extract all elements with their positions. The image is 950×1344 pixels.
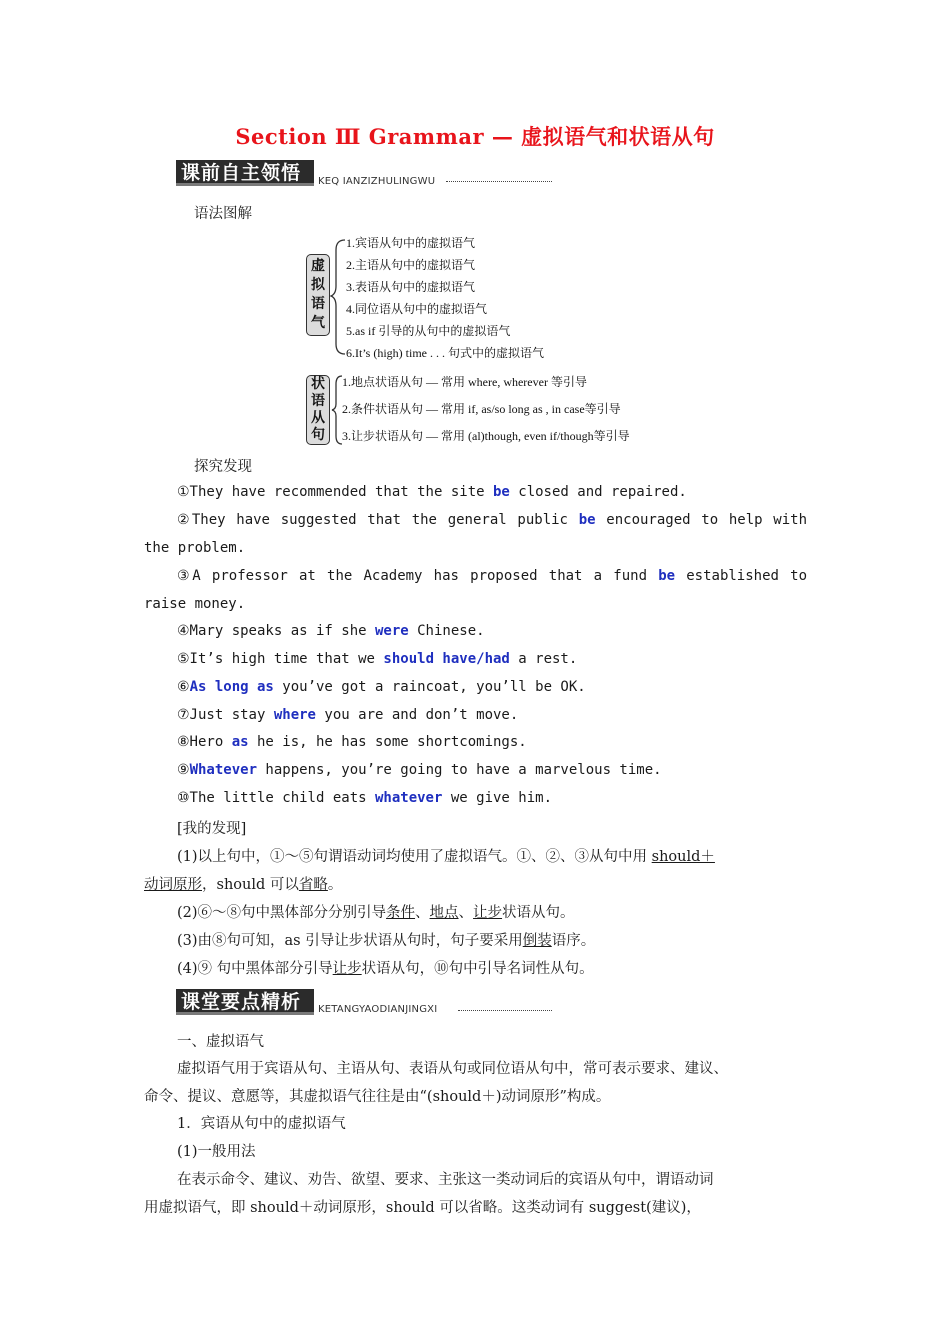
diagram-item: 5.as if 引导的从句中的虚拟语气 — [346, 324, 511, 338]
section-heading-subjunctive: 一、虚拟语气 — [177, 1034, 264, 1050]
subheading-grammar-diagram: 语法图解 — [194, 206, 252, 222]
diagram-item: 1.地点状语从句 — 常用 where, wherever 等引导 — [342, 375, 587, 389]
example-sentence-3: ③A professor at the Academy has proposed that a fund be established to — [177, 568, 807, 584]
example-sentence-5: ⑤It’s high time that we should have/had a rest. — [177, 651, 578, 667]
diagram-item: 2.条件状语从句 — 常用 if, as/so long as , in case等引导 — [342, 402, 621, 416]
finding-1: (1)以上句中，①～⑤句谓语动词均使用了虚拟语气。①、②、③从句中用 should＋ — [177, 849, 715, 865]
example-sentence-8: ⑧Hero as he is, he has some shortcomings. — [177, 734, 527, 750]
example-sentence-2: ②They have suggested that the general public be encouraged to help with — [177, 512, 807, 528]
diagram-item: 3.让步状语从句 — 常用 (al)though, even if/though等引导 — [342, 429, 630, 443]
diagram-item: 2.主语从句中的虚拟语气 — [346, 258, 476, 272]
banner-title: 课堂要点精析 — [176, 989, 314, 1015]
example-sentence-9: ⑨Whatever happens, you’re going to have a marvelous time. — [177, 762, 662, 778]
example-sentence-2-cont: the problem. — [144, 540, 246, 556]
diagram-item: 6.It’s (high) time . . . 句式中的虚拟语气 — [346, 346, 544, 360]
example-sentence-6: ⑥As long as you’ve got a raincoat, you’ll be OK. — [177, 679, 586, 695]
finding-1-cont: 动词原形，should 可以省略。 — [144, 877, 343, 893]
paragraph-2-line-2: 用虚拟语气，即 should＋动词原形，should 可以省略。这类动词有 suggest(建议)， — [144, 1200, 701, 1216]
paragraph-1-line-1: 虚拟语气用于宾语从句、主语从句、表语从句或同位语从句中，常可表示要求、建议、 — [177, 1061, 728, 1077]
finding-2: (2)⑥～⑧句中黑体部分分别引导条件、地点、让步状语从句。 — [177, 905, 575, 921]
diagram-item: 1.宾语从句中的虚拟语气 — [346, 236, 476, 250]
banner-dotted-line — [446, 181, 552, 182]
diagram-brace-1 — [330, 232, 348, 362]
paragraph-1-line-2: 命令、提议、意愿等，其虚拟语气往往是由“(should＋)动词原形”构成。 — [144, 1089, 611, 1105]
example-sentence-7: ⑦Just stay where you are and don’t move. — [177, 707, 519, 723]
example-sentence-1: ①They have recommended that the site be closed and repaired. — [177, 484, 687, 500]
grammar-diagram — [306, 232, 686, 448]
subsection-heading-1: 1．宾语从句中的虚拟语气 — [177, 1116, 346, 1132]
subheading-findings: [我的发现] — [177, 821, 247, 837]
example-sentence-4: ④Mary speaks as if she were Chinese. — [177, 623, 485, 639]
paragraph-2-line-1: 在表示命令、建议、劝告、欲望、要求、主张这一类动词后的宾语从句中，谓语动词 — [177, 1172, 714, 1188]
diagram-label-subjunctive: 虚拟语气 — [306, 254, 330, 336]
diagram-item: 3.表语从句中的虚拟语气 — [346, 280, 476, 294]
diagram-item: 4.同位语从句中的虚拟语气 — [346, 302, 488, 316]
example-sentence-3-cont: raise money. — [144, 596, 246, 612]
finding-4: (4)⑨ 句中黑体部分引导让步状语从句，⑩句中引导名词性从句。 — [177, 961, 594, 977]
banner-pinyin: KEQ IANZIZHULINGWU — [318, 176, 436, 187]
diagram-label-adverbial: 状语从句 — [306, 375, 330, 445]
banner-title: 课前自主领悟 — [176, 160, 314, 186]
page-title: Section Ⅲ Grammar — 虚拟语气和状语从句 — [235, 124, 715, 149]
subheading-explore: 探究发现 — [194, 459, 252, 475]
banner-pinyin: KETANGYAODIANJINGXI — [318, 1004, 438, 1015]
subsection-heading-1-1: (1)一般用法 — [177, 1144, 256, 1160]
banner-dotted-line — [458, 1010, 552, 1011]
finding-3: (3)由⑧句可知，as 引导让步状语从句时，句子要采用倒装语序。 — [177, 933, 596, 949]
example-sentence-10: ⑩The little child eats whatever we give him. — [177, 790, 552, 806]
